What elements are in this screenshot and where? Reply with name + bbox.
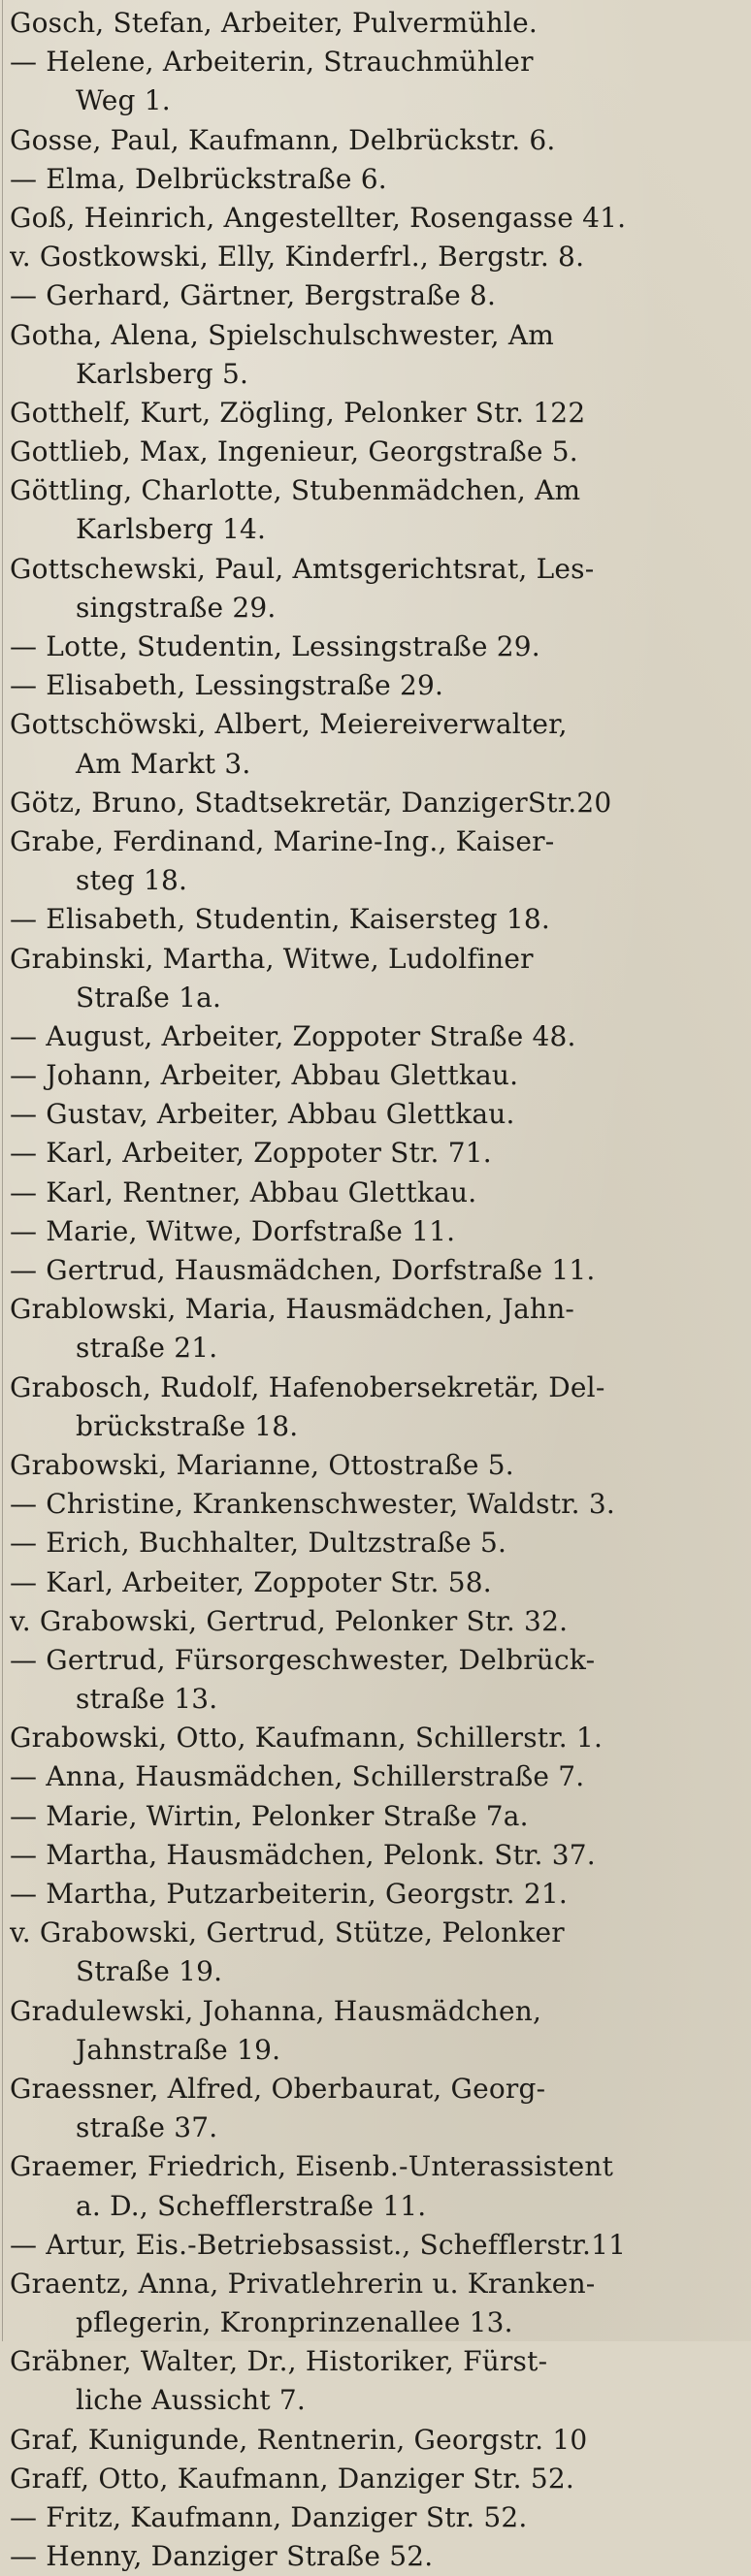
entry-line: — Christine, Krankenschwester, Waldstr. 3. xyxy=(10,1488,615,1521)
entry-line: — Gustav, Arbeiter, Abbau Glettkau. xyxy=(10,1098,515,1131)
entry-line: — Karl, Arbeiter, Zoppoter Str. 71. xyxy=(10,1137,492,1170)
entry-continuation-line: pflegerin, Kronprinzenallee 13. xyxy=(76,2306,513,2339)
entry-line: Goß, Heinrich, Angestellter, Rosengasse 41. xyxy=(10,201,627,234)
entry-line: Grablowski, Maria, Hausmädchen, Jahn- xyxy=(10,1293,575,1326)
entry-line: Gotha, Alena, Spielschulschwester, Am xyxy=(10,318,555,351)
entry-line: — Fritz, Kaufmann, Danziger Str. 52. xyxy=(10,2501,528,2533)
entry-line: Grabowski, Otto, Kaufmann, Schillerstr. 1. xyxy=(10,1722,604,1755)
entry-line: v. Grabowski, Gertrud, Pelonker Str. 32. xyxy=(10,1604,569,1637)
entry-continuation-line: liche Aussicht 7. xyxy=(76,2384,307,2417)
left-margin-rule xyxy=(2,0,3,2341)
entry-line: — Elisabeth, Lessingstraße 29. xyxy=(10,669,444,702)
entry-line: Gottschewski, Paul, Amtsgerichtsrat, Les- xyxy=(10,552,595,585)
entry-line: — Artur, Eis.-Betriebsassist., Schefflerstr.11 xyxy=(10,2228,627,2261)
entry-line: — Lotte, Studentin, Lessingstraße 29. xyxy=(10,630,540,662)
entry-line: Grabowski, Marianne, Ottostraße 5. xyxy=(10,1448,514,1481)
entry-line: Götz, Bruno, Stadtsekretär, DanzigerStr.20 xyxy=(10,786,612,819)
entry-line: Grabe, Ferdinand, Marine-Ing., Kaiser- xyxy=(10,824,555,857)
entry-line: Graf, Kunigunde, Rentnerin, Georgstr. 10 xyxy=(10,2423,588,2456)
entry-line: — Elisabeth, Studentin, Kaisersteg 18. xyxy=(10,903,550,936)
entry-continuation-line: singstraße 29. xyxy=(76,591,277,624)
entry-line: — Gertrud, Hausmädchen, Dorfstraße 11. xyxy=(10,1254,596,1286)
entry-line: — Karl, Arbeiter, Zoppoter Str. 58. xyxy=(10,1565,492,1598)
entry-line: — Henny, Danziger Straße 52. xyxy=(10,2540,434,2573)
entry-line: — Gertrud, Fürsorgeschwester, Delbrück- xyxy=(10,1643,596,1676)
entry-line: Gottschöwski, Albert, Meiereiverwalter, xyxy=(10,708,568,741)
entry-line: — Gerhard, Gärtner, Bergstraße 8. xyxy=(10,279,497,312)
entry-line: Graentz, Anna, Privatlehrerin u. Kranken- xyxy=(10,2267,596,2300)
entry-line: — August, Arbeiter, Zoppoter Straße 48. xyxy=(10,1019,576,1052)
entry-continuation-line: Straße 1a. xyxy=(76,981,222,1014)
entry-line: Göttling, Charlotte, Stubenmädchen, Am xyxy=(10,474,581,507)
entry-line: Grabosch, Rudolf, Hafenobersekretär, Del- xyxy=(10,1370,605,1403)
entry-line: — Martha, Hausmädchen, Pelonk. Str. 37. xyxy=(10,1838,596,1871)
entry-line: — Martha, Putzarbeiterin, Georgstr. 21. xyxy=(10,1878,568,1910)
entry-continuation-line: Karlsberg 14. xyxy=(76,513,267,546)
entry-continuation-line: steg 18. xyxy=(76,864,188,897)
entry-line: Gosch, Stefan, Arbeiter, Pulvermühle. xyxy=(10,7,539,39)
entry-line: — Marie, Witwe, Dorfstraße 11. xyxy=(10,1214,456,1247)
entry-line: v. Gostkowski, Elly, Kinderfrl., Bergstr. 8. xyxy=(10,241,585,274)
entry-line: — Karl, Rentner, Abbau Glettkau. xyxy=(10,1175,477,1208)
entry-line: — Anna, Hausmädchen, Schillerstraße 7. xyxy=(10,1760,585,1793)
entry-line: — Elma, Delbrückstraße 6. xyxy=(10,162,387,195)
entry-continuation-line: Straße 19. xyxy=(76,1955,223,1988)
entry-line: Gotthelf, Kurt, Zögling, Pelonker Str. 122 xyxy=(10,396,586,429)
entry-continuation-line: straße 13. xyxy=(76,1683,218,1716)
entry-line: — Johann, Arbeiter, Abbau Glettkau. xyxy=(10,1059,519,1092)
entry-line: — Erich, Buchhalter, Dultzstraße 5. xyxy=(10,1527,507,1560)
entry-line: Gräbner, Walter, Dr., Historiker, Fürst- xyxy=(10,2345,548,2378)
entry-continuation-line: Am Markt 3. xyxy=(76,747,251,780)
entry-continuation-line: brückstraße 18. xyxy=(76,1409,299,1442)
entry-continuation-line: Karlsberg 5. xyxy=(76,357,249,390)
entry-line: Graessner, Alfred, Oberbaurat, Georg- xyxy=(10,2072,546,2105)
entry-continuation-line: straße 37. xyxy=(76,2111,218,2144)
entry-line: v. Grabowski, Gertrud, Stütze, Pelonker xyxy=(10,1916,565,1949)
entry-line: Gosse, Paul, Kaufmann, Delbrückstr. 6. xyxy=(10,123,556,156)
entry-line: Graff, Otto, Kaufmann, Danziger Str. 52. xyxy=(10,2462,574,2495)
entry-continuation-line: a. D., Schefflerstraße 11. xyxy=(76,2189,427,2222)
entry-line: Grabinski, Martha, Witwe, Ludolfiner xyxy=(10,942,534,975)
entry-continuation-line: straße 21. xyxy=(76,1332,218,1365)
entry-line: — Marie, Wirtin, Pelonker Straße 7a. xyxy=(10,1799,529,1832)
entry-continuation-line: Weg 1. xyxy=(76,84,171,117)
entry-line: Gradulewski, Johanna, Hausmädchen, xyxy=(10,1994,542,2027)
entry-continuation-line: Jahnstraße 19. xyxy=(76,2033,281,2066)
entry-line: — Helene, Arbeiterin, Strauchmühler xyxy=(10,46,534,79)
entry-line: Graemer, Friedrich, Eisenb.-Unterassistent xyxy=(10,2150,614,2183)
entry-line: Gottlieb, Max, Ingenieur, Georgstraße 5. xyxy=(10,435,578,468)
directory-entries xyxy=(10,4,741,2576)
